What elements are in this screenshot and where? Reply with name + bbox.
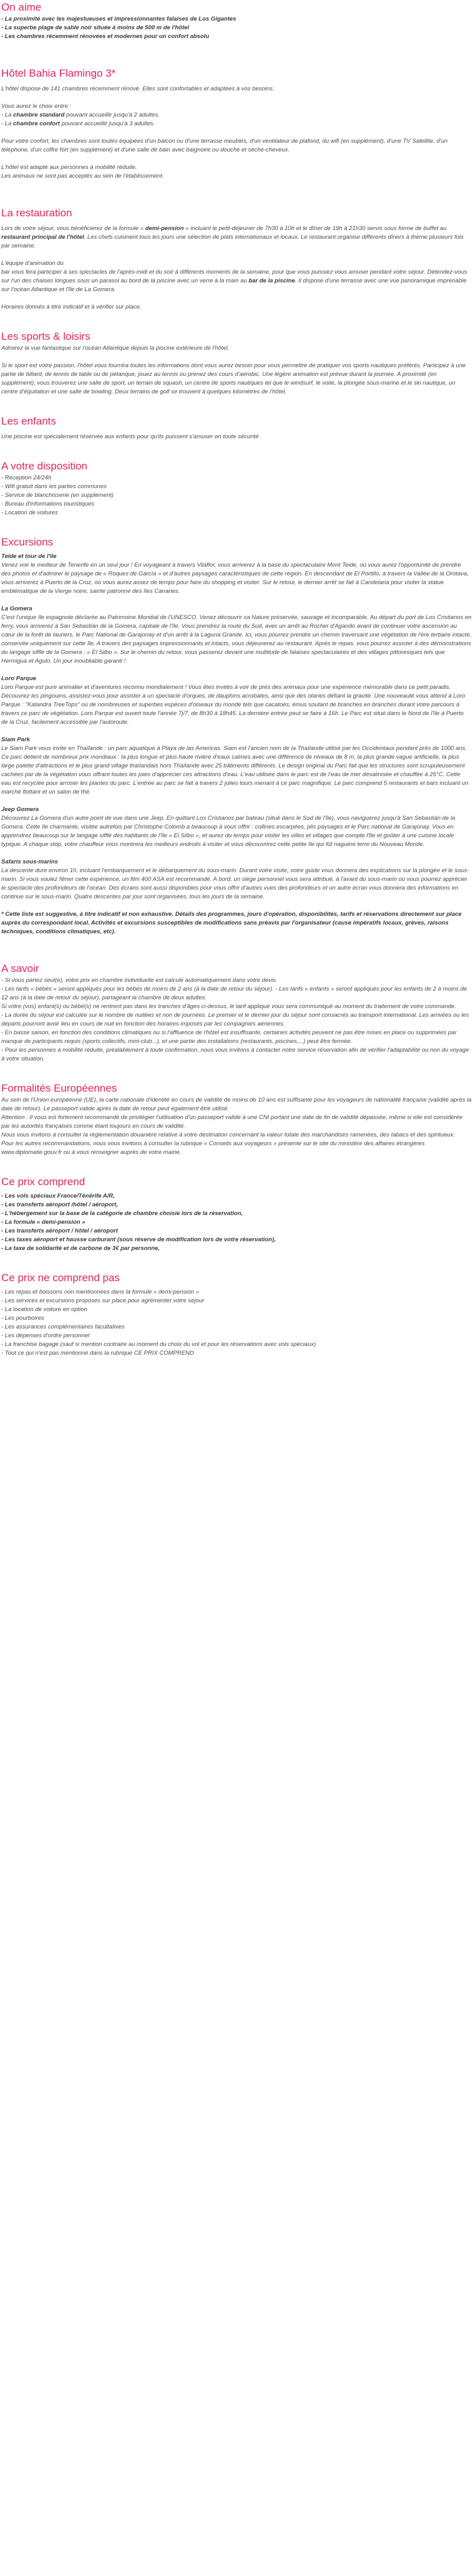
excursion-siam-title: Siam Park — [1, 736, 30, 743]
section-title-enfants: Les enfants — [1, 415, 56, 427]
section-title-disposition: A votre disposition — [1, 460, 87, 472]
section-disposition — [1, 459, 472, 517]
list-item: - Les repas et boissons non mentionnées dans la formule « demi-pension » — [1, 1289, 199, 1295]
excursion-gomera-text: C'est l'unique île espagnole déclarée au Patrimoine Mondial de l'UNESCO. Venez découvrir sa Nature préservée, sauvage et incomparable. Au départ du port de Los Cristianos en ferry, vous arriverez à San Sebastián de la Gomera, capitale de l'île. Vous prendrez la route du Sud, avec un arrêt au Rocher d'Agando avant de continuer votre ascension au cœur de la forêt de lauriers, le Parc National de Garajonay et d'un arrêt à la Laguna Grande. Ici, vous pourrez prendre un chemin traversant une végétation de l'ère tertiaire intacte, conservée uniquement sur cette île. A travers des paysages impressionnants et intacts, vous déjeunerez au restaurant. Après le repas, vous pourrez assister à des démonstrations du langage sifflé de la Gomera : « El Silbo ». Sur le chemin du retour, vous passerez devant une multitude de falaises spectaculaires et des villages pittoresques tels que Hermigua et Agulo. Un jour inoubliable garanti ! — [1, 614, 472, 665]
list-item: - La franchise bagage (sauf si mention contraire au moment du choix du vol et pour les réservations avec vols spéciaux) — [1, 1341, 316, 1348]
savoir-item: - La durée du séjour est calculée sur le nombre de nuitées et non de journées. Le premier et le dernier jour du séjour sont consacrés au transport international. Les arrivées ou les départs pourront avoir lieu en cours de nuit en fonction des horaires imposés par les compagnies aériennes. — [1, 1012, 469, 1027]
list-item: - Les taxes aéroport et hausse carburant (sous réserve de modification lors de votre réservation), — [1, 1236, 276, 1243]
list-item: - Location de voitures — [1, 509, 58, 516]
section-title-formalites: Formalités Européennes — [1, 1082, 117, 1094]
section-enfants — [1, 414, 472, 441]
list-item: - Bureau d'informations touristiques — [1, 501, 95, 507]
section-title-on-aime: On aime — [1, 1, 42, 13]
excursion-teide-text: Venez voir le meilleur de Tenerife en un seul jour ! En voyageant à travers Vilaflor, vous arriverez à la base du spectaculaire Mont Teide, où vous aurez l'opportunité de prendre des photos et d'admirer le paysage de « Roques de García » et d'autres paysages caractéristiques de cette région. En descendant de El Portillo, à travers la Vallée de la Orotava, vous arriverez à Puerto de la Cruz, où vous aurez assez de temps pour faire du shopping et visiter. Sur le retour, le dernier arrêt se fait à Candelaria pour visiter la statue emblématique de la Vierge noire, sainte patronne des îles Canaries. — [1, 562, 469, 595]
list-item: - La taxe de solidarité et de carbone de 3€ par personne, — [1, 1245, 160, 1252]
enfants-text: Une piscine est spécialement réservée aux enfants pour qu'ils puissent s'amuser en toute sécurité. — [1, 433, 260, 440]
list-item: - Les vols spéciaux France/Ténérife A/R, — [1, 1193, 115, 1199]
excursion-loro-text: Loro Parque est pure animalier et d'aventures reconnu mondialement ! Vous êtes invités à voir de près des animaux pour une expérience mémorable dans ce petit paradis. Découvrez les pingouins, assistez-vous pour assister à un spectacle d'orques, de dauphins acrobates, ainsi que des otaries défiant la gravité. Une nouveauté vous attend à Loro Parque : "Katandra TreeTops" où de nombreuses et superbes espèces d'oiseaux du monde tels que cacatoès, émus soutant de branches en branches durant votre parcours à travers ce parc de végétation. Loro Parque est ouvert toute l'année 7j/7, de 8h30 à 18h45. La dernière entrée peut se faire à 16h. Le Parc est situé dans le Nord de l'île à Puerto de la Cruz, facilement accessible par l'autoroute. — [1, 684, 466, 726]
excursion-gomera-title: La Gomera — [1, 605, 32, 612]
section-sports — [1, 329, 472, 396]
savoir-item: - Les tarifs « bébés » seront appliqués pour les bébés de moins de 2 ans (à la date de retour du séjour). - Les tarifs « enfants » seront appliqués pour les enfants de 2 à moins de 12 ans (à la date de retour du séjour), partageant la chambre de deux adultes. — [1, 986, 467, 1001]
section-excursions — [1, 535, 472, 936]
restauration-note: Horaires donnés à titre indicatif et à vérifier sur place. — [1, 304, 142, 310]
excursion-safari-text: La descente dure environ 1h, incluant l'embarquement et le débarquement du sous-marin. Durant votre visite, votre guide vous donnera des explications sur la plongée et le sous-marin. Si vous voulez filmer cette expérience, un film 400 ASA est recommandé. A bord, un siège personnel vous sera attribué, à l'avant du sous-marin où vous pourrez apprécier le spectacle des profondeurs de l'océan. Des écrans sont aussi disponibles pour vous offrir d'autres vues des profondeurs et un autre écran vous donnera des informations en continue sur le sous-marin. Quatre descentes par jour sont organisées, tous les jours de la semaine. — [1, 867, 469, 900]
list-item: - Les chambres récemment rénovées et modernes pour un confort absolu — [1, 33, 210, 40]
list-item: - Réception 24/24h — [1, 474, 52, 481]
formalites-text: Nous vous invitons à consulter la réglementation douanière relative à votre destination concernant la valeur totale des marchandises ramenées, des tabacs et des spiritueux. — [1, 1132, 456, 1138]
disposition-list — [1, 474, 472, 517]
sports-intro: Admirez la vue fantastique sur l'océan Atlantique depuis la piscine extérieure de l'hôtel. — [1, 345, 230, 352]
excursion-jeep-title: Jeep Gomera — [1, 806, 39, 813]
section-title-excursions: Excursions — [1, 536, 54, 548]
list-item: - La superbe plage de sable noir située à moins de 500 m de l'hôtel — [1, 24, 190, 31]
list-item: - L'hébergement sur la base de la catégorie de chambre choisie lors de la réservation, — [1, 1210, 243, 1217]
savoir-item: - En basse saison, en fonction des conditions climatiques ou si l'affluence de l'hôtel est insuffisante, certaines activités peuvent ne pas être mises en place ou supprimées par manque de participants requis (sports collectifs, mini-club...), et une partie des installations (restaurants, piscines,...) peut être fermée. — [1, 1029, 457, 1045]
hotel-choice-standard: - La chambre standard pouvant accueillir jusqu'à 2 adultes. — [1, 112, 160, 118]
section-title-restauration: La restauration — [1, 207, 72, 219]
list-item: - Les pourboires — [1, 1315, 44, 1322]
on-aime-list — [1, 15, 472, 41]
section-hotel — [1, 66, 472, 181]
list-item: - Les assurances complémentaires facultatives — [1, 1324, 125, 1330]
excursion-jeep-text: Découvrez La Gomera d'un autre point de vue dans une Jeep. En quittant Los Cristianos par bateau (situé dans le Sud de l'île), vous naviguerez jusqu'à San Sebastián de la Gomera. Cette île charmante, visitée autrefois par Christophe Colomb a beaucoup à vous offrir : collines escarpées, plis paysages et le Parc national de Garajonay. Vous en apprendrez beaucoup sur le langage sifflé des habitants de l'île « El Silbo », et aurez du temps pour visiter les villes et villages que compte l'île et goûter à une cuisine locale typique. A chaque stop, votre chauffeur vous montrera les meilleurs endroits à visiter et vous découvrirez cette petite île qui fût naguère terre du Nouveau Monde. — [1, 815, 456, 848]
excursion-loro-title: Loro Parque — [1, 675, 36, 682]
hotel-equipment: Pour votre confort, les chambres sont toutes équipées d'un balcon ou d'une terrasse meublés, d'un ventilateur de plafond, du wifi (en supplément), d'une TV Satellite, d'un téléphone, d'un coffre fort (en supplément) et d'une salle de bain avec baignoire ou douche et sèche-cheveux. — [1, 138, 448, 153]
hotel-choice-intro: Vous aurez le choix entre : — [1, 103, 72, 110]
section-title-prix-comprend: Ce prix comprend — [1, 1176, 85, 1188]
restauration-text: Lors de votre séjour, vous bénéficierez de la formule « demi-pension » incluant le petit-déjeuner de 7h30 à 10h et le dîner de 19h à 21h30 servis sous forme de buffet au restaurant principal de l'hôtel. Les chefs cuisinent tous les jours une sélection de plats internationaux et locaux. Le restaurant organise différents dîners à thème plusieurs fois par semaine. — [1, 225, 464, 249]
section-title-hotel: Hôtel Bahia Flamingo 3* — [1, 67, 116, 79]
list-item: - La formule « demi-pension » — [1, 1219, 85, 1226]
excursion-teide-title: Teide et tour de l'île — [1, 553, 57, 560]
hotel-accessibility: L'hôtel est adapté aux personnes à mobilité réduite. — [1, 164, 137, 171]
animation-text: bar vous fera participer à ses spectacles de l'après-midi et du soir à différents moments de la semaine, pour que vous puissiez vous amuser pendant votre séjour. Détendez-vous sur l'un des chaises longues sous un parasol au bord de la piscine avec un verre à la main au bar de la piscine. Il dispose d'une terrasse avec une vue panoramique imprenable sur l'océan Atlantique et l'île de La Gomera. — [1, 269, 467, 293]
section-prix-comprend — [1, 1175, 472, 1253]
list-item: - Les transferts aéroport /hôtel / aéroport, — [1, 1201, 118, 1208]
section-on-aime — [1, 0, 472, 41]
section-restauration — [1, 206, 472, 312]
hotel-choice-confort: - La chambre confort pouvant accueillir jusqu'à 3 adultes. — [1, 120, 155, 127]
savoir-item: - Pour les personnes à mobilité réduite, préalablement à toute confirmation, nous vous invitons à contacter notre service réservation afin de vérifier l'adaptabilité ou non du voyage à votre situation. — [1, 1047, 469, 1062]
list-item: - La proximité avec les majestueuses et impressionnantes falaises de Los Gigantes — [1, 16, 236, 22]
list-item: - Les services et excursions proposés sur place pour agrémenter votre séjour — [1, 1297, 205, 1304]
excursion-safari-title: Safaris sous-marins — [1, 858, 58, 865]
excursions-disclaimer: * Cette liste est suggestive, à titre indicatif et non exhaustive. Détails des programmes, jours d'opération, disponibilités, tarifs et réservations directement sur place auprès du correspondant local. Activités et excursions susceptibles de modifications sans préavis par l'organisateur (cause impératifs locaux, grèves, raisons techniques, conditions climatiques, etc). — [1, 911, 462, 935]
section-title-sports: Les sports & loisirs — [1, 330, 90, 342]
list-item: - La location de voiture en option — [1, 1306, 87, 1313]
sports-text: Si le sport est votre passion, l'hôtel vous fournira toutes les informations dont vous aurez besoin pour vous permettre de pratiquer vos sports nautiques préférés. Participez à une partie de billard, de tennis de table ou de pétanque, jouez au tennis ou prenez des cours d'aérobic. Une légère animation est prévue durant la journée. A proximité (en supplément), vous trouverez une salle de sport, un terrain de squash, un centre de sports nautiques tel que le windsurf, le voile, la plongée sous-marine et le ski nautique, un centre d'équitation et une salle de bowling. Deux terrains de golf se trouvent à quelques kilomètres de l'hôtel. — [1, 362, 466, 395]
formalites-text: Pour les autres recommandations, nous vous invitons à consulter la rubrique « Conseils aux voyageurs » présente sur le site du ministère des affaires étrangères www.diplomatie.gouv.fr ou à vous renseigner auprès de votre mairie. — [1, 1140, 425, 1156]
formalites-text: Attention : Il vous est fortement recommandé de privilégier l'utilisation d'un passeport valide à une CNI portant une date de fin de validité dépassée, même si elle est considérée par les autorités françaises comme étant toujours en cours de validité. — [1, 1114, 463, 1130]
list-item: - Service de blanchisserie (en supplément) — [1, 492, 114, 499]
section-a-savoir — [1, 961, 472, 1064]
savoir-item: Si votre (vos) enfant(s) ou bébé(s) ne rentrent pas dans les tranches d'âges ci-dessus, le tarif appliqué vous sera communiqué au moment du traitement de votre commande. — [1, 1003, 456, 1010]
excursion-siam-text: Le Siam Park vous invite en Thaïlande : un parc aquatique à Playa de las Americas. Siam est l'ancien nom de la Thaïlande utilisé par les Occidentaux pendant près de 1000 ans. Ce parc détient de nombreux prix mondiaux : la plus longue et plus haute rivière d'eaux calmes avec une différence de niveaux de 8 m, la plus grande vague artificielle, la plus large palette d'attractions et le plus grand village thaïlandais hors Thaïlande avec 25 bâtiments différents. Le design original du Parc fait que les structures sont scrupuleusement cachées par de la végétation vous offrant toutes les joies d'apprécier ces attractions d'eau. L'eau utilisée dans le parc est de l'eau de mer désalinisée et chauffée à 25°C. Cette eau est recyclée pour arroser les plantes du parc. L'entrée au parc se fait à travers 2 jolies tours menant à ce parc magnifique. Le parc comprend 5 restaurants et bars incluant un marché flottant et un salon de thé. — [1, 745, 469, 795]
list-item: - Tout ce qui n'est pas mentionné dans la rubrique CE PRIX COMPREND — [1, 1350, 194, 1357]
list-item: - Les dépenses d'ordre personnel — [1, 1332, 90, 1339]
section-formalites — [1, 1081, 472, 1157]
savoir-item: - Si vous partez seul(e), votre prix en chambre individuelle est calculé automatiquement dans votre devis. — [1, 977, 278, 984]
list-item: - Les transferts aéroport / hôtel / aéroport — [1, 1228, 118, 1234]
hotel-animals: Les animaux ne sont pas acceptés au sein de l'établissement. — [1, 173, 164, 180]
list-item: - Wifi gratuit dans les parties communes — [1, 483, 107, 490]
section-title-prix-ne-comprend: Ce prix ne comprend pas — [1, 1272, 120, 1284]
section-prix-ne-comprend — [1, 1271, 472, 1358]
section-title-a-savoir: A savoir — [1, 963, 39, 974]
hotel-intro: L'hôtel dispose de 141 chambres récemment rénové. Elles sont confortables et adaptées à vos besoins. — [1, 85, 275, 92]
animation-intro: L'équipe d'animation du — [1, 260, 64, 267]
formalites-text: Au sein de l'Union européenne (UE), la carte nationale d'identité en cours de validité de moins de 10 ans est suffisante pour les voyageurs de nationalité française (validité après la date de retour). Le passeport valide après la date de retour peut également être utilisé. — [1, 1097, 472, 1112]
